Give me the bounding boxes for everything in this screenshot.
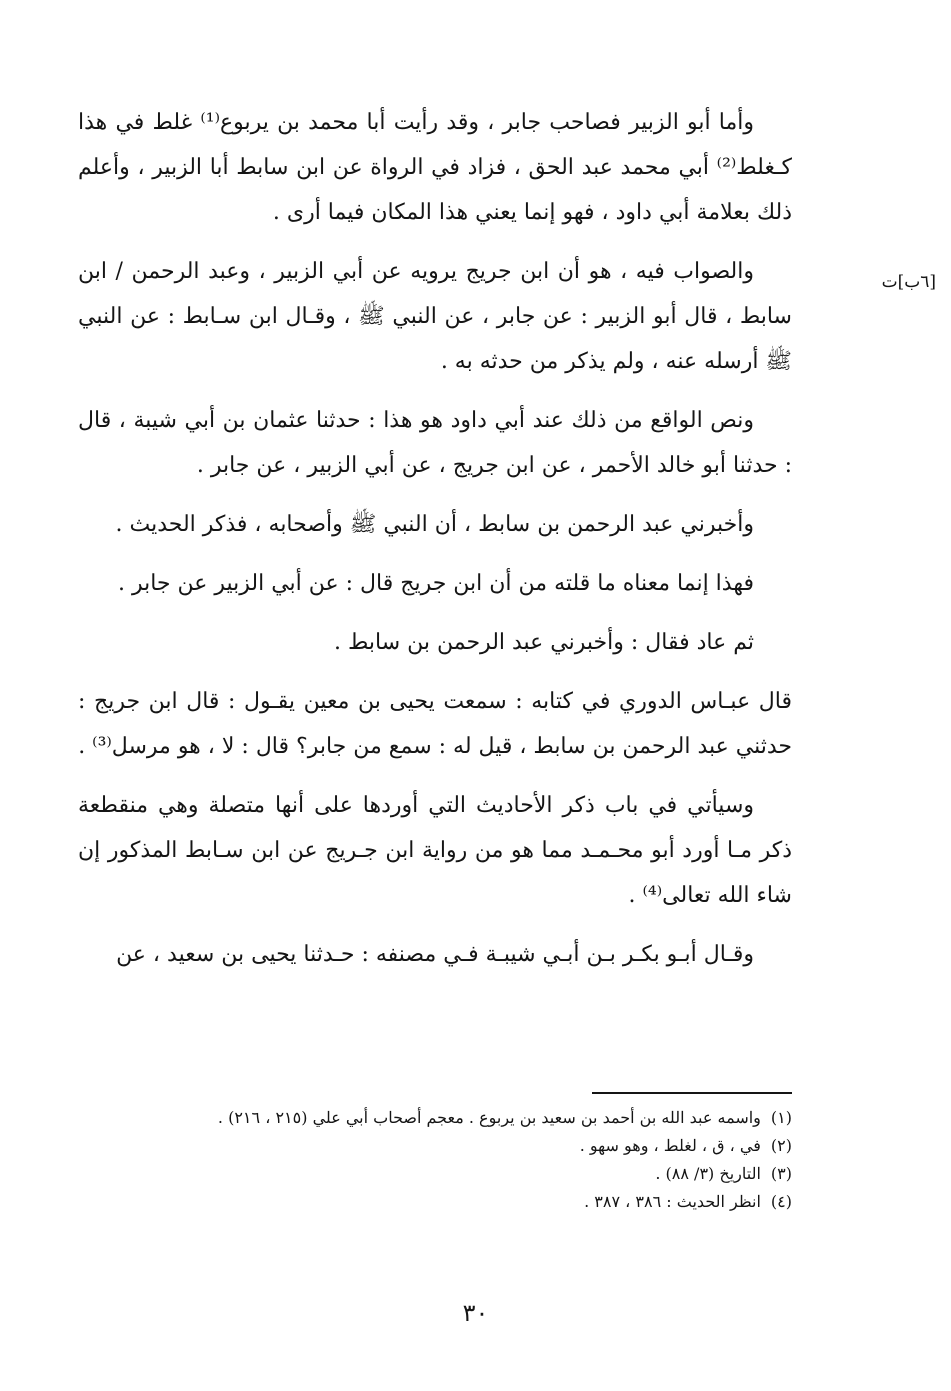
paragraph-9: وقـال أبـو بكـر بـن أبـي شيبـة فـي مصنفه : حـدثنا يحيى بن سعيد ، عن bbox=[116, 942, 754, 967]
paragraph-1: وأما أبو الزبير فصاحب جابر ، وقد رأيت أبا محمد بن يربوع⁽¹⁾ غلط في هذا كـغلط⁽²⁾ أبي محمد عبد الحق ، فزاد في الرواة عن ابن سابط أبا الزبير ، وأعلم ذلك بعلامة أبي داود ، فهو إنما يعني هذا المكان فيما أرى . bbox=[78, 110, 792, 225]
page-number: ٣٠ bbox=[462, 1299, 489, 1327]
paragraph-8: وسيأتي في باب ذكر الأحاديث التي أوردها على أنها متصلة وهي منقطعة ذكر مـا أورد أبو محـمـد مما هو من رواية ابن جـريج عن ابن سـابط المذكور إن شاء الله تعالى⁽⁴⁾ . bbox=[78, 793, 792, 908]
paragraph-5: فهذا إنما معناه ما قلته من أن ابن جريج قال : عن أبي الزبير عن جابر . bbox=[117, 571, 754, 596]
footnote-3 bbox=[78, 1160, 792, 1188]
footnote-1 bbox=[78, 1104, 792, 1132]
paragraph-7: قال عبـاس الدوري في كتابه : سمعت يحيى بن معين يقـول : قال ابن جريج : حدثني عبد الرحمن بن سابط ، قيل له : سمع من جابر؟ قال : لا ، هو مرسل⁽³⁾ . bbox=[78, 689, 792, 759]
paragraph-4: وأخبرني عبد الرحمن بن سابط ، أن النبي ﷺ وأصحابه ، فذكر الحديث . bbox=[115, 512, 754, 537]
footnote-number: (٣) bbox=[770, 1164, 792, 1183]
main-text bbox=[78, 100, 792, 991]
paragraph-2: والصواب فيه ، هو أن ابن جريج يرويه عن أبي الزبير ، وعبد الرحمن / ابن سابط ، قال أبو الزبير : عن جابر ، عن النبي ﷺ ، وقـال ابن سـابط : عن النبي ﷺ أرسله عنه ، ولم يذكر من حدثه به . bbox=[78, 259, 792, 374]
footnote-text: التاريخ (٣/ ٨٨) . bbox=[655, 1164, 761, 1183]
manuscript-folio-marker: [٦ب]ت bbox=[881, 272, 936, 292]
paragraph-6: ثم عاد فقال : وأخبرني عبد الرحمن بن سابط . bbox=[334, 630, 754, 655]
footnote-number: (٢) bbox=[770, 1136, 792, 1155]
paragraph-3: ونص الواقع من ذلك عند أبي داود هو هذا : حدثنا عثمان بن أبي شيبة ، قال : حدثنا أبو خالد الأحمر ، عن ابن جريج ، عن أبي الزبير ، عن جابر . bbox=[78, 408, 792, 478]
footnote-text: في ، ق ، لغلط ، وهو سهو . bbox=[579, 1136, 761, 1155]
footnote-text: واسمه عبد الله بن أحمد بن سعيد بن يربوع . معجم أصحاب أبي علي (٢١٥ ، ٢١٦) . bbox=[217, 1108, 761, 1127]
footnote-number: (٤) bbox=[770, 1192, 792, 1211]
footnotes bbox=[78, 1104, 792, 1216]
footnote-4 bbox=[78, 1188, 792, 1216]
footnote-2 bbox=[78, 1132, 792, 1160]
footnote-number: (١) bbox=[770, 1108, 792, 1127]
footnote-divider bbox=[592, 1092, 792, 1094]
footnote-text: انظر الحديث : ٣٨٦ ، ٣٨٧ . bbox=[584, 1192, 761, 1211]
